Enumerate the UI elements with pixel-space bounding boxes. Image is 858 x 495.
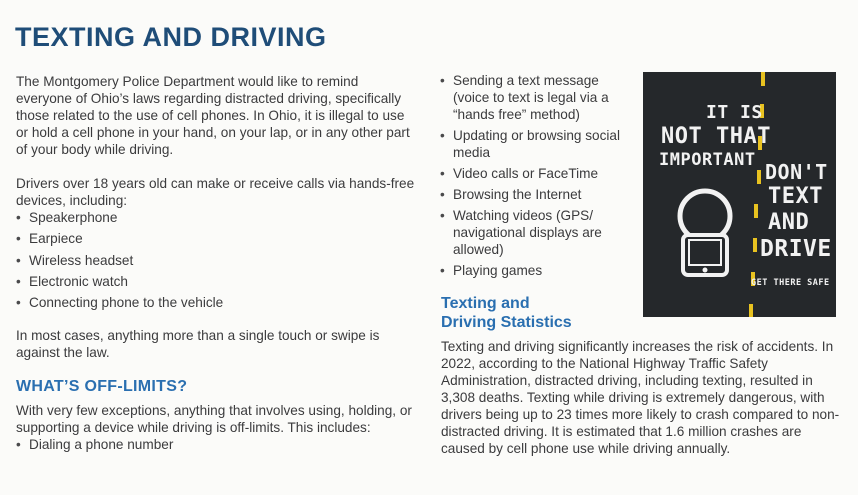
off-limits-intro: With very few exceptions, anything that involves using, holding, or supporting a device while driving is off-limits. This includes:: [16, 403, 412, 436]
middle-column: [440, 72, 636, 283]
poster-line-7: DRIVE: [760, 236, 832, 262]
poster-line-1: IT IS: [706, 102, 763, 123]
poster-line-4: DON'T: [765, 160, 828, 184]
statistics-paragraph: Texting and driving significantly increases the risk of accidents. In 2022, according to the National Highway Traffic Safety Administration, distracted driving, including texting, resulted in 3,308 deaths. Texting while driving is extremely dangerous, with drivers being up to 23 times more likely to crash compared to non-distracted driving. It is estimated that 1.6 million crashes are caused by cell phone use while driving annually.: [441, 339, 840, 456]
poster-line-5: TEXT: [768, 184, 823, 209]
list-item: • Dialing a phone number: [16, 436, 416, 453]
list-item: • Speakerphone: [16, 209, 416, 226]
page-title: TEXTING AND DRIVING: [15, 22, 327, 52]
phone-button-icon: [703, 268, 708, 273]
lane-stripe: [754, 204, 758, 218]
statistics-heading-line-1: Texting and: [441, 295, 530, 312]
list-item: • Sending a text message (voice to text is legal via a “hands free” method): [440, 72, 636, 123]
left-column: [16, 73, 416, 457]
lane-stripe: [761, 72, 765, 86]
statistics-heading-line-2: Driving Statistics: [441, 314, 572, 331]
lane-stripe: [757, 170, 761, 184]
list-item: • Electronic watch: [16, 273, 416, 290]
list-item: • Connecting phone to the vehicle: [16, 294, 416, 311]
list-item: • Wireless headset: [16, 252, 416, 269]
list-item: • Playing games: [440, 262, 636, 279]
hands-free-intro: Drivers over 18 years old can make or receive calls via hands-free devices, including:: [16, 176, 415, 208]
list-item: • Watching videos (GPS/ navigational displays are allowed): [440, 207, 636, 258]
single-touch-paragraph: In most cases, anything more than a single touch or swipe is against the law.: [16, 328, 380, 361]
list-item: • Browsing the Internet: [440, 186, 636, 203]
list-item: • Video calls or FaceTime: [440, 165, 636, 182]
hands-free-list: [16, 209, 416, 311]
phone-screen-icon: [689, 240, 721, 265]
off-limits-list-start: [16, 436, 416, 453]
poster-line-2: NOT THAT: [661, 124, 771, 149]
dont-text-and-drive-poster: [643, 72, 836, 317]
lane-stripe: [753, 238, 757, 252]
intro-paragraph: The Montgomery Police Department would like to remind everyone of Ohio’s laws regarding distracted driving, specifically those related to the use of cell phones. In Ohio, it is illegal to use or hold a cell phone in your hand, on your lap, or in any other part of your body while driving.: [16, 74, 410, 157]
poster-line-3: IMPORTANT: [659, 150, 756, 170]
off-limits-heading: WHAT’S OFF-LIMITS?: [16, 378, 188, 396]
list-item: • Updating or browsing social media: [440, 127, 636, 161]
poster-line-6: AND: [768, 210, 810, 235]
statistics-section: [441, 294, 845, 457]
statistics-heading: [441, 294, 845, 332]
list-item: • Earpiece: [16, 230, 416, 247]
poster-tagline: GET THERE SAFE: [751, 278, 830, 288]
off-limits-list-continued: [440, 72, 636, 279]
